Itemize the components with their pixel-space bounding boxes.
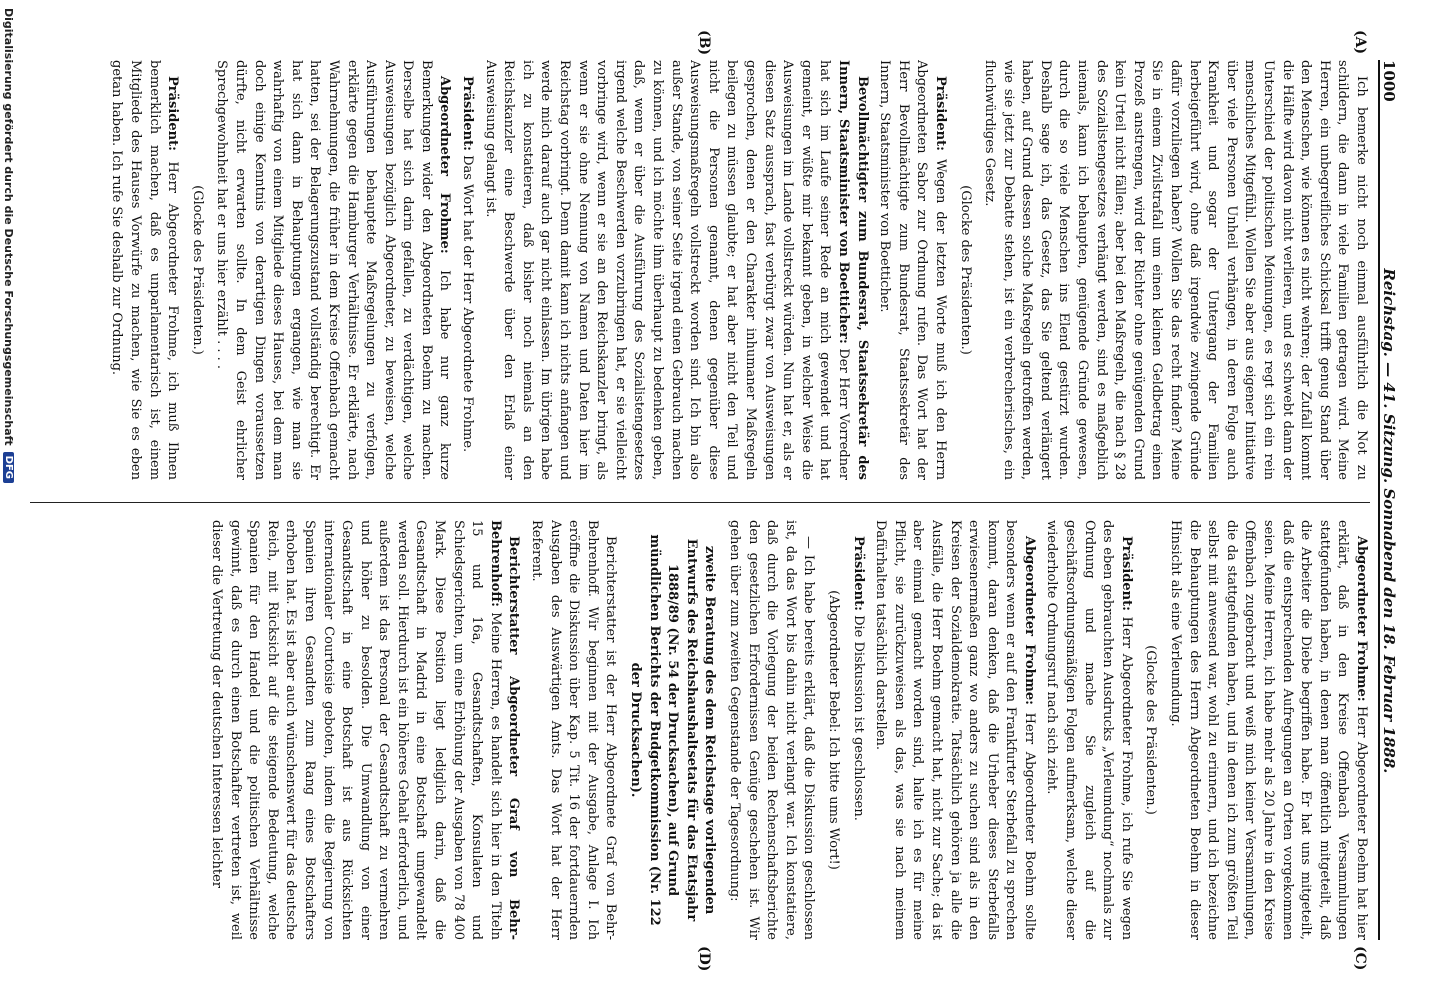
credit-text: Digitalisierung gefördert durch die Deutsche Forschungsgemeinschaft xyxy=(2,8,16,446)
speech xyxy=(871,520,1038,940)
speaker-name: Abgeordneter Frohme: xyxy=(1354,536,1369,702)
speech-text: Meine Herren, es handelt sich hier in den Titeln 15 und 16a, Gesandtschaften, Konsulaten und Schiedsgerichten, um eine Erhöhung der Ausgaben von 78 400 Mark. Diese Position liegt lediglich darin, daß die Gesandtschaft in Madrid in eine Botschaft umgewandelt werden soll. Hierdurch ist ein höheres Gehalt erforderlich, und außerdem ist das Personal der Gesandtschaft zu vermehren und höher zu besolden. Die Umwandlung von einer Gesandtschaft in eine Botschaft ist aus Rücksichten internationaler Courtoisie geboten, indem die Regierung von Spanien ihren Gesandten zum Rang eines Botschafters erhoben hat. Es ist aber auch wünschenswert für das deutsche Reich, mit Rücksicht auf die steigende Bedeutung, welche Spanien für den Handel und die politischen Verhältnisse gewinnt, daß es durch einen Botschafter vertreten ist, weil dieser die Vertretung der deutschen Interessen leichter xyxy=(208,520,503,940)
speaker-name: Abgeordneter Frohme: xyxy=(1021,536,1037,705)
margin-marker-b: (B) xyxy=(696,30,712,56)
speech-text: Das Wort hat der Herr Abgeordnete Frohme. xyxy=(460,155,476,453)
agenda-heading: zweite Beratung des dem Reichstage vorliegenden Entwurfs des Reichshaushaltsetats für das Etatsjahr 1888/89 (Nr. 54 der Drucksachen), auf Grund mündlichen Berichts der Budgetkommission (Nr. 122 der Drucksachen). xyxy=(628,534,718,926)
speaker-name: Präsident: xyxy=(1118,536,1134,611)
speaker-name: Berichterstatter Abgeordneter Graf von Behr-Behrenhoff: xyxy=(487,520,522,940)
margin-marker-d: (D) xyxy=(696,946,712,972)
speech xyxy=(875,60,949,480)
page-title: Reichstag. — 41. Sitzung. Sonnabend den 18. Februar 1888. xyxy=(1380,268,1398,774)
speech xyxy=(107,60,181,480)
speech-text: Herr Abgeordneter Boehm hat hier erklärt, daß in den Kreise Offenbach Versammlungen stattgefunden haben, in denen man öffentlich mitgeteilt, daß die Arbeiter die Diebe begriffen habe. Er hat uns mitgeteilt, daß die entsprechenden Aufregungen an Orten vorgekommen seien. Meine Herren, ich habe mehr als 20 Jahre in den Kreise Offenbach zugebracht und weiß mich keiner Versammlungen, die da stattgefunden haben, und in denen ich zum größten Teil selbst mit anwesend war, wohl zu erinnern, und ich bezeichne die Behauptungen des Herrn Abgeordneten Boehm in dieser Hinsicht als eine Verleumdung. xyxy=(1168,520,1369,940)
speaker-name: Präsident: xyxy=(850,536,866,611)
speech-text: — Ich habe bereits erklärt, daß die Diskussion geschlossen ist, da das Wort bis dahin nicht verlangt war. Ich konstatiere, daß durch die Vorlegung der beiden Rechenschaftsberichte den gesetzlichen Erfordernissen Genüge geschehen ist. Wir gehen über zum zweiten Gegenstande der Tagesordnung: xyxy=(727,520,817,940)
speaker-name: Präsident: xyxy=(460,76,476,151)
speech-text: Die Diskussion ist geschlossen. xyxy=(850,615,866,821)
speaker-name: Abgeordneter Frohme: xyxy=(437,76,453,254)
speech-text: Der Herr Vorredner hat sich im Laufe seiner Rede an mich gewendet und hat gemeint, er wüßte mir bekannt geben, in welcher Weise die Ausweisungen im Lande vollstreckt würden. Nun hat er, als er diesen Satz aussprach, fast verbürgt zwar von Ausweisungen gesprochen, denen er den Charakter inhumaner Maßregeln beilegen zu müssen glaubte; er hat aber nicht den Teil und nicht die Personen genannt, denen gegenüber diese Ausweisungsmaßregeln vollstreckt worden sind. Ich bin also außer Stande, von seiner Seite irgend einen Gebrauch machen zu können, und ich möchte ihm überhaupt zu bedenken geben, daß, wenn er über die Ausführung des Sozialistengesetzes irgend welche Beschwerden vorzubringen hat, er sie vielleicht vorbringe wird, wenn er sie an den Reichskanzler bringt, als wenn er sie ohne Nennung von Namen und Daten hier im Reichstag vorbringt. Denn damit kann ich nichts anfangen und werde mich darauf auch gar nicht einlassen. Im übrigen habe ich zu konstatieren, daß bisher noch niemals an den Reichskanzler eine Beschwerde über den Erlaß einer Ausweisung gelangt ist. xyxy=(482,60,851,480)
speech-text: Herr Abgeordneter Frohme, ich muß Ihnen bemerklich machen, daß es unparlamentarisch ist, einem Mitgliede des Hauses Vorwürfe zu machen, wie Sie es eben getan haben. Ich rufe Sie deshalb zur Ordnung. xyxy=(109,60,181,480)
speaker-name: Präsident: xyxy=(165,76,181,151)
margin-marker-a: (A) xyxy=(1352,30,1368,55)
paragraph: Ich bemerke nicht noch einmal ausführlich die Not zu schildern, die dann in viele Familien getragen wird. Meine Herren, ein unbegreifliches Schicksal trifft genug Stand über den Menschen, wie können es nicht wehren; der Zufall kommt die Hälfte wird davon nicht verlieren, und es schwebt dann der Unterschied der politischen Meinungen, es regt sich ein rein menschliches Mitgefühl. Wollen Sie aber aus eigener Initiative über viele Personen Unheil verhängen, in deren Folge auch Krankheit und sogar der Untergang der Familien herbeigeführt wird, ohne daß irgendwie zwingende Gründe dafür vorzuliegen haben? Wollen Sie das recht finden? Meine Sie in einem Zivilstrafall um einen kleinen Geldbetrag einen Prozeß anstrengen, wird der Richter ohne genügenden Grund kein Urteil nicht fällen; aber bei den Maßregeln, die nach § 28 des Sozialistengesetzes verhängt werden, sind es maßgeblich niemals, kann ich behaupten, genügende Gründe gewesen, durch die so viele Menschen ins Elend gestürzt wurden. Deshalb sage ich, das Gesetz, das Sie geltend verlängert haben, auf Grund dessen solche Maßregeln getroffen werden, wie sie jetzt zur Debatte stehen, ist ein verbrecherisches, ein fluchwürdiges Gesetz. xyxy=(982,60,1369,480)
speech xyxy=(458,60,477,480)
speech xyxy=(480,60,870,480)
dfg-logo: DFG xyxy=(4,452,15,483)
left-column xyxy=(30,60,1370,480)
right-column xyxy=(30,520,1370,940)
speaker-name: Präsident: xyxy=(932,76,948,151)
speech xyxy=(1165,520,1370,940)
speech-text: Herr Abgeordneter Frohme, ich rufe Sie wegen des eben gebrauchten Ausdrucks „Verleumdung“ nochmals zur Ordnung und mache Sie zugleich auf die geschäftsordnungsmäßigen Folgen aufmerksam, welche dieser wiederholte Ordnungsruf nach sich zieht. xyxy=(1044,520,1134,940)
speech-text: Herr Abgeordneter Boehm sollte besonders wenn er auf den Frankfurter Sterbefall zu sprechen kommt, daran denken, daß die Urheber dieses Sterbefalls erwiesenermaßen ganz wo anders zu suchen sind als in den Kreisen der Sozialdemokratie. Tatsächlich gehören ja alle die Ausfälle, die Herr Boehm gemacht hat, nicht zur Sache; da ist aber einmal gemacht worden sind, halte ich es für meine Pflicht, sie zurückzuweisen als das, was sie nach meinem Dafürhalten tatsächlich darstellen. xyxy=(873,520,1037,940)
margin-marker-c: (C) xyxy=(1352,946,1368,971)
speaker-name: Bevollmächtigter zum Bundesrat, Staatssekretär des Innern, Staatsminister von Boetticher: xyxy=(835,60,870,480)
stage-direction: (Glocke des Präsidenten.) xyxy=(1143,645,1159,815)
speech-text: Ich habe nur ganz kurze Bemerkungen wider den Abgeordneten Boehm zu machen. Derselbe hat sich darin gefallen, zu verdächtigen, welche Ausweisungen bezüglich Abgeordneter, zu beweisen, welche Ausführungen behauptete Maßregelungen zu verfolgen, erklärte gegen die Hamburger Verhältnisse. Er erklärte, nach Wahrnehmungen, die früher in dem Kreise Offenbach gemacht hatten, sei der Belagerungszustand vollständig berechtigt. Er hat sich dann in Behauptungen ergangen, wie man sie wahrhaftig von einem Mitgliede dieses Hauses, bei dem man doch einige Kenntnis von derartigen Dingen voraussetzen dürfte, nicht erwarten sollte. In dem Geist ehrlicher Sprechgewohnheit hat er uns hier erzählt . . . . xyxy=(214,60,453,480)
stage-direction: (Glocke des Präsidenten.) xyxy=(957,185,973,355)
page-header xyxy=(1378,60,1406,940)
speech-text: Wegen der letzten Worte muß ich den Herrn Abgeordneten Sabor zur Ordnung rufen. Das Wort hat der Herr Bevollmächtigte zum Bundesrat, Staatssekretär des Innern, Staatsminister von Boetticher. xyxy=(877,60,948,480)
page-number: 1000 xyxy=(1380,60,1398,102)
paragraph: Berichterstatter ist der Herr Abgeordnete Graf von Behr-Behrenhoff. Wir beginnen mit der Ausgabe, Anlage I. Ich eröffne die Diskussion über Kap. 5 Tit. 16 der fortdauernden Ausgaben des Auswärtigen Amts. Das Wort hat der Herr Referent. xyxy=(529,520,619,940)
speech xyxy=(848,520,867,940)
speech xyxy=(1042,520,1135,940)
digitization-credit xyxy=(0,0,18,1000)
speech xyxy=(206,520,522,940)
speech xyxy=(212,60,454,480)
stage-direction: (Abgeordneter Bebel: Ich bitte ums Wort!) xyxy=(825,590,841,870)
stage-direction: (Glocke des Präsidenten.) xyxy=(189,185,205,355)
column-divider xyxy=(30,502,1370,503)
